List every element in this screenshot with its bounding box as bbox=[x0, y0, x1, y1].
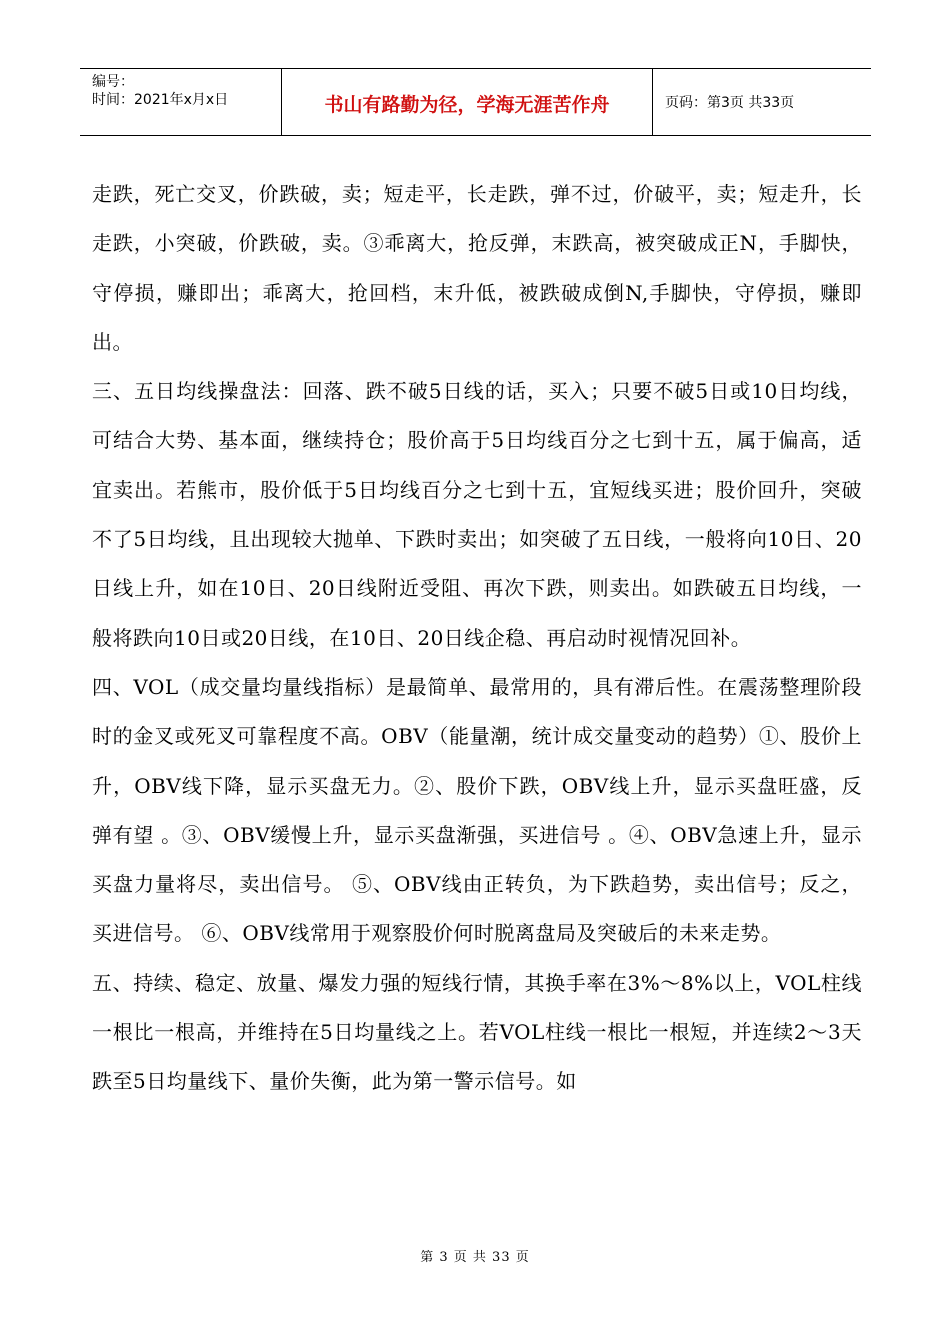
number-label: 编号： bbox=[92, 74, 134, 90]
time-label: 时间：2021年x月x日 bbox=[92, 92, 229, 108]
header-motto: 书山有路勤为径，学海无涯苦作舟 bbox=[282, 69, 653, 135]
paragraph-section-five: 五、持续、稳定、放量、爆发力强的短线行情，其换手率在3%～8%以上，VOL柱线一根比一根高，并维持在5日均量线之上。若VOL柱线一根比一根短，并连续2～3天跌至5日均量线下、量价失衡，此为第一警示信号。如 bbox=[92, 970, 862, 1094]
page-footer: 第 3 页 共 33 页 bbox=[420, 1250, 530, 1265]
header-meta-cell bbox=[80, 69, 282, 135]
document-body bbox=[92, 170, 862, 1107]
document-header bbox=[80, 68, 871, 136]
paragraph-section-four: 四、VOL（成交量均量线指标）是最简单、最常用的，具有滞后性。在震荡整理阶段时的金叉或死叉可靠程度不高。OBV（能量潮，统计成交量变动的趋势）①、股价上升，OBV线下降，显示买盘无力。②、股价下跌，OBV线上升，显示买盘旺盛，反弹有望 。③、OBV缓慢上升，显示买盘渐强，买进信号 。④、OBV急速上升，显示买盘力量将尽，卖出信号。 ⑤、OBV线由正转负，为下跌趋势，卖出信号；反之，买进信号。 ⑥、OBV线常用于观察股价何时脱离盘局及突破后的未来走势。 bbox=[92, 674, 862, 946]
paragraph-continuation: 走跌，死亡交叉，价跌破，卖；短走平，长走跌，弹不过，价破平，卖；短走升，长走跌，小突破，价跌破，卖。③乖离大，抢反弹，末跌高，被突破成正N，手脚快，守停损，赚即出；乖离大，抢回档，末升低，被跌破成倒N,手脚快，守停损，赚即出。 bbox=[92, 182, 862, 354]
header-page-info: 页码：第3页 共33页 bbox=[665, 95, 795, 111]
paragraph-section-three: 三、五日均线操盘法：回落、跌不破5日线的话，买入；只要不破5日或10日均线，可结合大势、基本面，继续持仓；股价高于5日均线百分之七到十五，属于偏高，适宜卖出。若熊市，股价低于5日均线百分之七到十五，宜短线买进；股价回升，突破不了5日均线，且出现较大抛单、下跌时卖出；如突破了五日线，一般将向10日、20日线上升，如在10日、20日线附近受阻、再次下跌，则卖出。如跌破五日均线，一般将跌向10日或20日线，在10日、20日线企稳、再启动时视情况回补。 bbox=[92, 379, 862, 650]
